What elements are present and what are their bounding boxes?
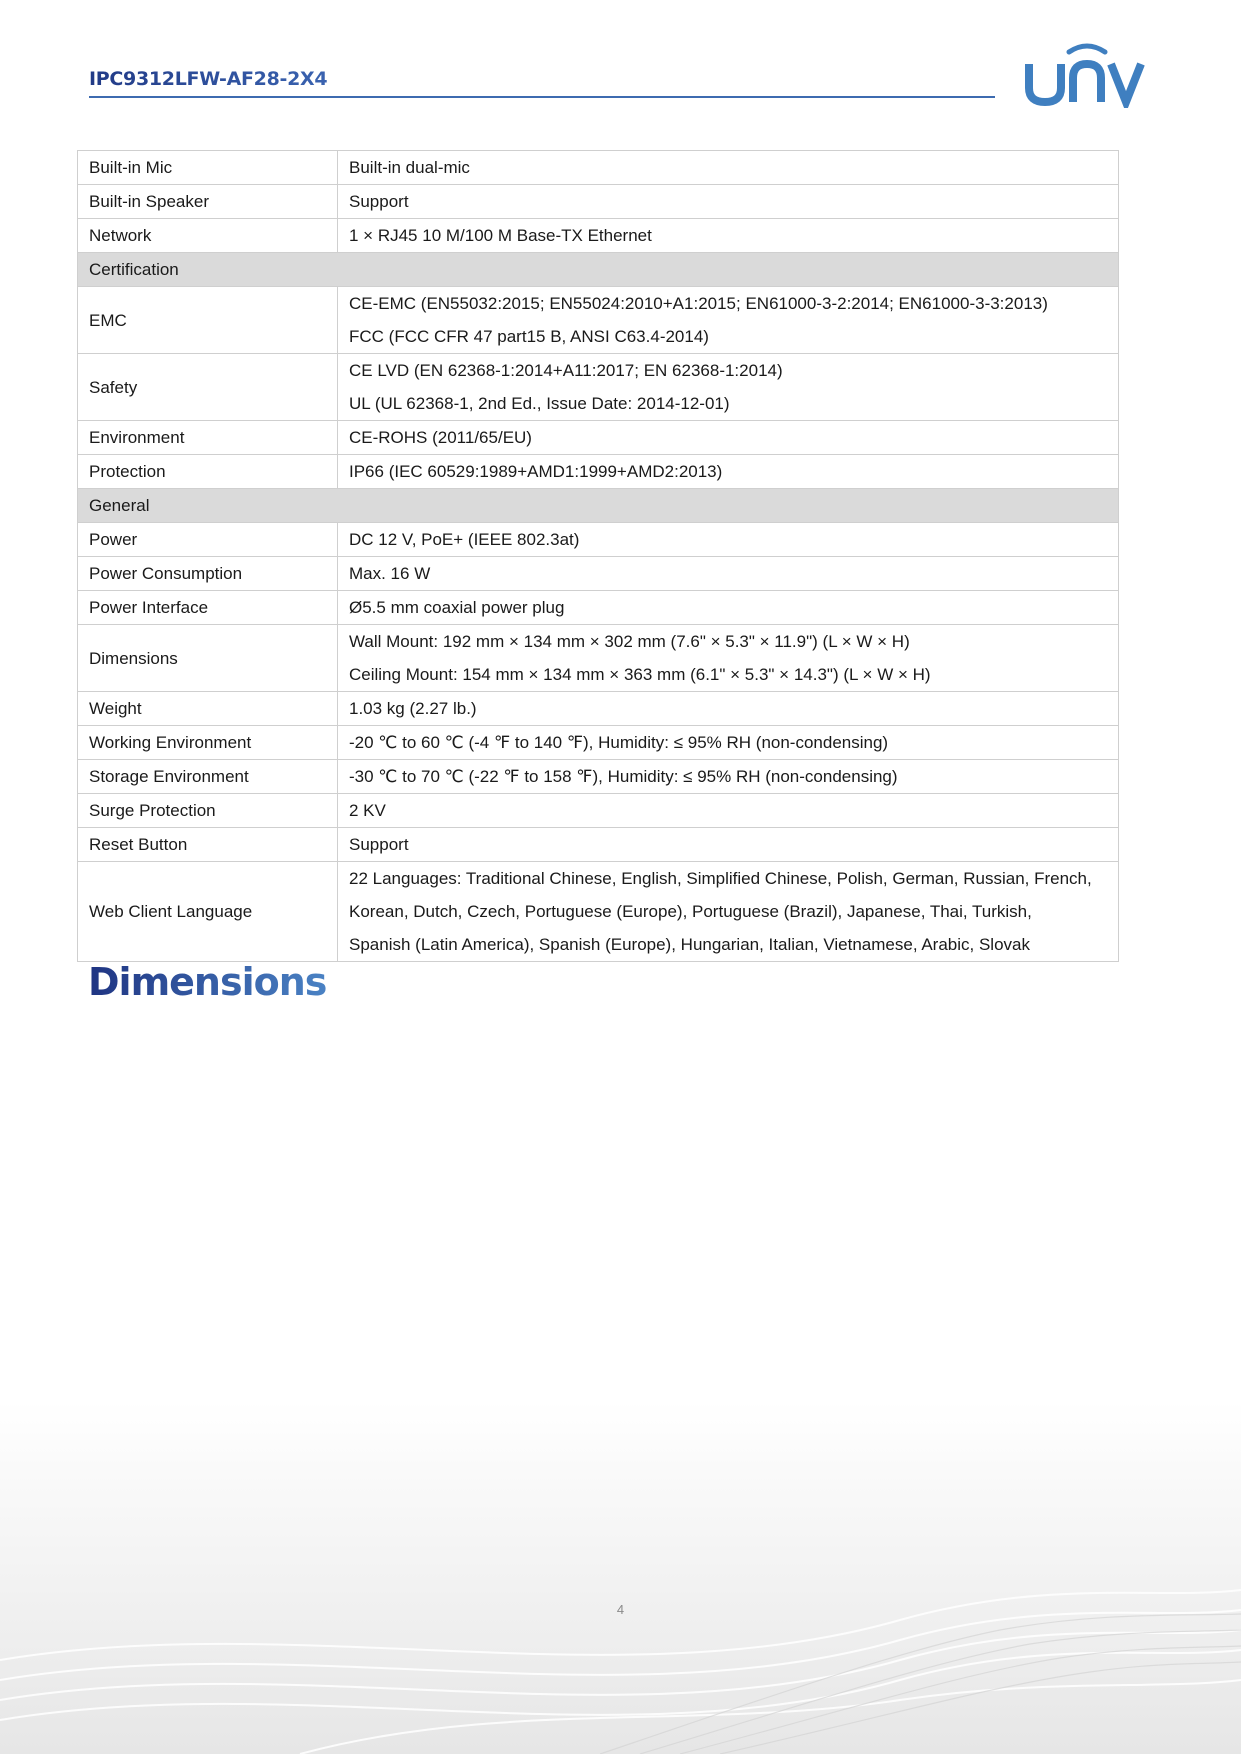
spec-value: Korean, Dutch, Czech, Portuguese (Europe), Portuguese (Brazil), Japanese, Thai, Turkish, — [349, 902, 1032, 921]
spec-value: 1.03 kg (2.27 lb.) — [349, 699, 477, 718]
spec-value: IP66 (IEC 60529:1989+AMD1:1999+AMD2:2013) — [349, 462, 723, 481]
spec-row — [78, 421, 1119, 455]
spec-label: Power Consumption — [78, 557, 338, 591]
spec-label: Built-in Mic — [78, 151, 338, 185]
spec-value: 1 × RJ45 10 M/100 M Base-TX Ethernet — [349, 226, 652, 245]
document-model-title: IPC9312LFW-AF28-2X4 — [89, 68, 328, 90]
spec-value-cell — [338, 219, 1119, 253]
spec-value: Built-in dual-mic — [349, 158, 470, 177]
spec-row — [78, 625, 1119, 692]
spec-value-cell — [338, 692, 1119, 726]
spec-value: DC 12 V, PoE+ (IEEE 802.3at) — [349, 530, 580, 549]
spec-value-cell — [338, 287, 1119, 354]
spec-label: Power Interface — [78, 591, 338, 625]
spec-value-cell — [338, 421, 1119, 455]
spec-value: -30 ℃ to 70 ℃ (-22 ℉ to 158 ℉), Humidity: ≤ 95% RH (non-condensing) — [349, 767, 898, 786]
spec-value-cell — [338, 591, 1119, 625]
spec-value-cell — [338, 455, 1119, 489]
spec-value: -20 ℃ to 60 ℃ (-4 ℉ to 140 ℉), Humidity: ≤ 95% RH (non-condensing) — [349, 733, 889, 752]
spec-value: Ø5.5 mm coaxial power plug — [349, 598, 565, 617]
spec-label: Safety — [78, 354, 338, 421]
spec-value: Ceiling Mount: 154 mm × 134 mm × 363 mm (6.1" × 5.3" × 14.3") (L × W × H) — [349, 665, 931, 684]
spec-label: Storage Environment — [78, 760, 338, 794]
spec-label: EMC — [78, 287, 338, 354]
spec-row — [78, 523, 1119, 557]
spec-value-cell — [338, 726, 1119, 760]
spec-value: CE LVD (EN 62368-1:2014+A11:2017; EN 62368-1:2014) — [349, 361, 783, 380]
spec-value-cell — [338, 354, 1119, 421]
spec-value: CE-ROHS (2011/65/EU) — [349, 428, 532, 447]
spec-label: Working Environment — [78, 726, 338, 760]
spec-row — [78, 794, 1119, 828]
spec-value-cell — [338, 794, 1119, 828]
spec-value: Spanish (Latin America), Spanish (Europe), Hungarian, Italian, Vietnamese, Arabic, Slovak — [349, 935, 1030, 954]
spec-row — [78, 354, 1119, 421]
spec-value: Support — [349, 835, 409, 854]
spec-label: Power — [78, 523, 338, 557]
footer-wave-decoration — [0, 1400, 1241, 1754]
spec-row — [78, 828, 1119, 862]
spec-section-row — [78, 253, 1119, 287]
spec-value: CE-EMC (EN55032:2015; EN55024:2010+A1:2015; EN61000-3-2:2014; EN61000-3-3:2013) — [349, 294, 1048, 313]
spec-section-title: Certification — [78, 253, 1119, 287]
spec-row — [78, 591, 1119, 625]
spec-row — [78, 455, 1119, 489]
spec-section-title: General — [78, 489, 1119, 523]
spec-value-cell — [338, 760, 1119, 794]
spec-value-cell — [338, 557, 1119, 591]
spec-section-row — [78, 489, 1119, 523]
header-divider — [89, 96, 995, 98]
spec-label: Network — [78, 219, 338, 253]
spec-row — [78, 760, 1119, 794]
spec-row — [78, 862, 1119, 962]
spec-value: Max. 16 W — [349, 564, 431, 583]
spec-row — [78, 287, 1119, 354]
specification-table-body — [78, 151, 1119, 962]
spec-value: Support — [349, 192, 409, 211]
spec-label: Protection — [78, 455, 338, 489]
spec-row — [78, 692, 1119, 726]
spec-value: UL (UL 62368-1, 2nd Ed., Issue Date: 2014-12-01) — [349, 394, 730, 413]
spec-row — [78, 219, 1119, 253]
spec-label: Dimensions — [78, 625, 338, 692]
spec-row — [78, 557, 1119, 591]
spec-label: Environment — [78, 421, 338, 455]
spec-value: FCC (FCC CFR 47 part15 B, ANSI C63.4-2014) — [349, 327, 709, 346]
spec-label: Built-in Speaker — [78, 185, 338, 219]
spec-label: Web Client Language — [78, 862, 338, 962]
spec-row — [78, 726, 1119, 760]
spec-label: Weight — [78, 692, 338, 726]
spec-value-cell — [338, 828, 1119, 862]
spec-row — [78, 185, 1119, 219]
dimensions-heading: Dimensions — [88, 960, 327, 1004]
spec-value-cell — [338, 625, 1119, 692]
spec-label: Reset Button — [78, 828, 338, 862]
spec-value: 2 KV — [349, 801, 386, 820]
spec-row — [78, 151, 1119, 185]
spec-value: Wall Mount: 192 mm × 134 mm × 302 mm (7.6" × 5.3" × 11.9") (L × W × H) — [349, 632, 910, 651]
spec-value-cell — [338, 523, 1119, 557]
spec-value: 22 Languages: Traditional Chinese, English, Simplified Chinese, Polish, German, Russian, French, — [349, 869, 1092, 888]
spec-value-cell — [338, 185, 1119, 219]
spec-value-cell — [338, 862, 1119, 962]
unv-logo — [1025, 42, 1147, 108]
specification-table — [77, 150, 1119, 962]
page-number: 4 — [616, 1602, 625, 1617]
spec-label: Surge Protection — [78, 794, 338, 828]
spec-value-cell — [338, 151, 1119, 185]
